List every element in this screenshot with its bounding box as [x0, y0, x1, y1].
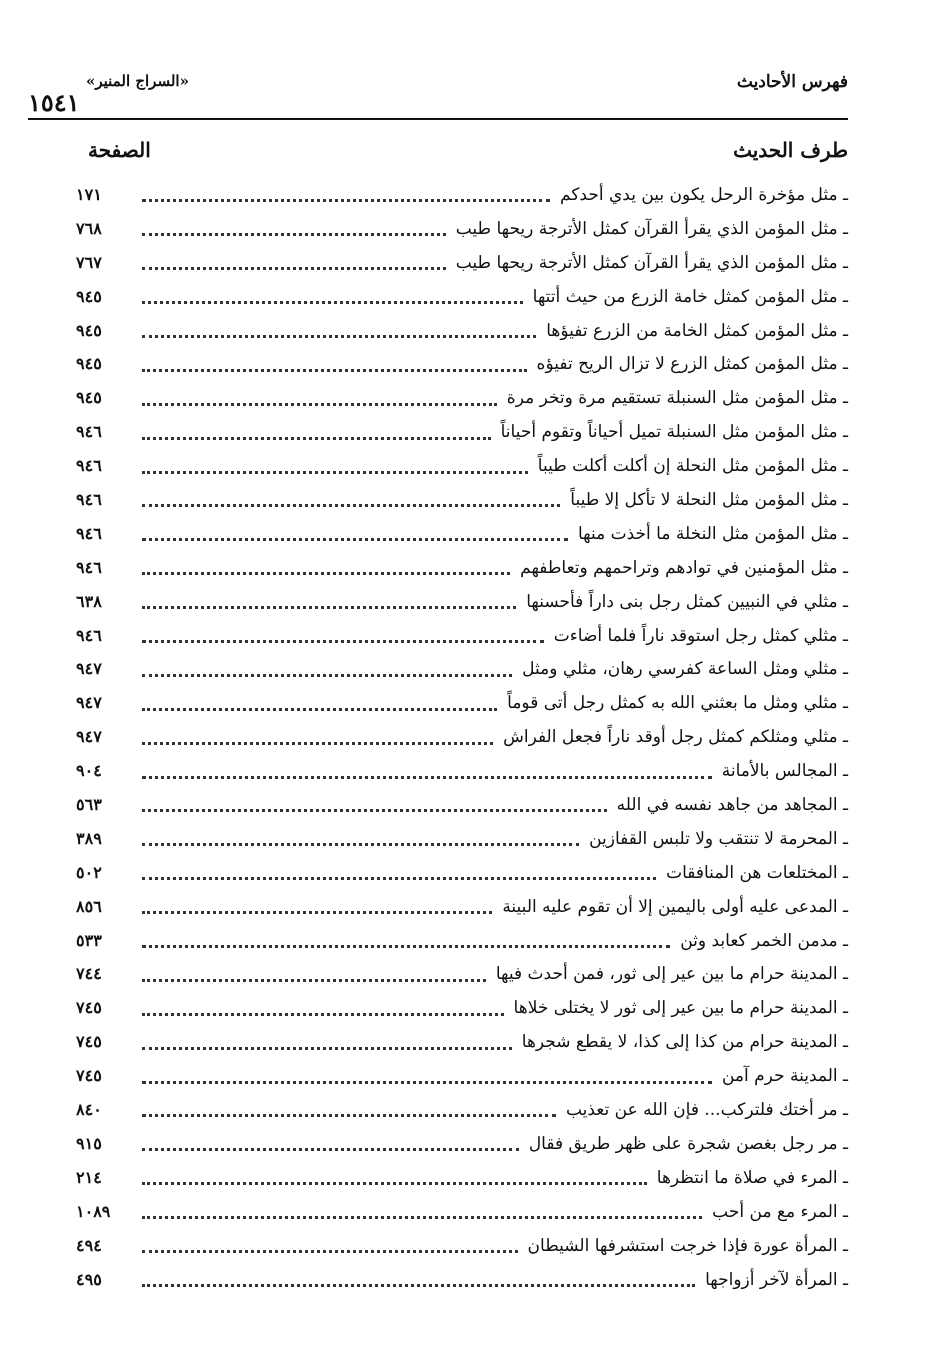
entry-page-number: ٩٤٧: [76, 693, 102, 713]
index-entry: [76, 1195, 848, 1229]
index-entry: [76, 517, 848, 551]
index-entry: [76, 890, 848, 924]
dot-leader: [142, 776, 712, 779]
index-entry: [76, 1025, 848, 1059]
dot-leader: [142, 1216, 702, 1219]
index-entry: [76, 483, 848, 517]
entry-text: ـ المدينة حرم آمن: [721, 1066, 848, 1087]
entry-page-number: ٧٤٥: [76, 998, 102, 1018]
index-entry: [76, 280, 848, 314]
index-entry: [76, 1059, 848, 1093]
entry-page-number: ٩٤٥: [76, 388, 102, 408]
dot-leader: [142, 504, 560, 507]
index-entry: [76, 957, 848, 991]
entry-page-number: ٨٥٦: [76, 896, 102, 916]
entry-text: ـ المجالس بالأمانة: [721, 761, 848, 782]
index-entry: [76, 415, 848, 449]
entry-page-number: ٩٤٦: [76, 422, 102, 442]
entry-text: ـ مثل المؤمن مثل النخلة ما أخذت منها: [577, 523, 848, 544]
entry-text: ـ مثل المؤمنين في توادهم وتراحمهم وتعاطفهم: [520, 557, 848, 578]
index-entry: [76, 822, 848, 856]
entry-page-number: ٢١٤: [76, 1167, 102, 1187]
index-entry: [76, 585, 848, 619]
entry-text: ـ المدينة حرام من كذا إلى كذا، لا يقطع شجرها: [521, 1032, 848, 1053]
dot-leader: [142, 1182, 647, 1185]
entry-text: ـ مثل المؤمن كمثل الخامة من الزرع تفيؤها: [546, 320, 848, 341]
dot-leader: [142, 742, 493, 745]
index-entry: [76, 1127, 848, 1161]
dot-leader: [142, 1013, 504, 1016]
entry-text: ـ مثل المؤمن كمثل الزرع لا تزال الريح تفيؤه: [536, 354, 848, 375]
entry-page-number: ٥٣٣: [76, 930, 102, 950]
dot-leader: [142, 809, 607, 812]
entry-text: ـ مر رجل بغصن شجرة على ظهر طريق فقال: [528, 1133, 848, 1154]
index-entry: [76, 1161, 848, 1195]
entry-text: ـ مثل المؤمن الذي يقرأ القرآن كمثل الأترجة ريحها طيب: [455, 218, 848, 239]
dot-leader: [142, 708, 497, 711]
dot-leader: [142, 267, 446, 270]
entry-text: ـ مثلي في النبيين كمثل رجل بنى داراً فأحسنها: [526, 591, 848, 612]
entry-text: ـ المدينة حرام ما بين عير إلى ثور لا يختلى خلاها: [513, 998, 848, 1019]
index-entry: [76, 856, 848, 890]
entry-page-number: ١٠٨٩: [76, 1201, 111, 1221]
dot-leader: [142, 1114, 556, 1117]
entry-text: ـ المدينة حرام ما بين عير إلى ثور، فمن أحدث فيها: [495, 964, 848, 985]
dot-leader: [142, 1250, 518, 1253]
index-entry: [76, 212, 848, 246]
entry-text: ـ مثلي ومثل الساعة كفرسي رهان، مثلي ومثل: [522, 659, 848, 680]
entry-text: ـ المرأة عورة فإذا خرجت استشرفها الشيطان: [527, 1235, 848, 1256]
entry-text: ـ مثل المؤمن مثل النحلة إن أكلت أكلت طيباً: [537, 456, 848, 477]
dot-leader: [142, 437, 491, 440]
entry-text: ـ المرء مع من أحب: [712, 1201, 848, 1222]
column-heading-page: الصفحة: [88, 138, 151, 162]
entry-page-number: ٧٤٥: [76, 1032, 102, 1052]
entry-text: ـ مثل المؤمن كمثل خامة الزرع من حيث أتتها: [532, 286, 848, 307]
index-entry: [76, 1093, 848, 1127]
entry-page-number: ٥٦٣: [76, 795, 102, 815]
dot-leader: [142, 301, 523, 304]
dot-leader: [142, 606, 516, 609]
dot-leader: [142, 945, 670, 948]
entry-page-number: ٩٤٧: [76, 727, 102, 747]
entry-page-number: ٩٠٤: [76, 761, 102, 781]
dot-leader: [142, 674, 512, 677]
entry-page-number: ٩٤٦: [76, 523, 102, 543]
entry-text: ـ مثل المؤمن مثل السنبلة تميل أحياناً وتقوم أحياناً: [500, 422, 848, 443]
entry-text: ـ المرأة لآخر أزواجها: [705, 1269, 848, 1290]
entry-text: ـ المرء في صلاة ما انتظرها: [656, 1167, 848, 1188]
index-entry: [76, 754, 848, 788]
index-entry: [76, 652, 848, 686]
dot-leader: [142, 640, 544, 643]
entry-page-number: ٤٩٤: [76, 1235, 102, 1255]
index-entry: [76, 788, 848, 822]
page-number: ١٥٤١: [28, 88, 80, 117]
dot-leader: [142, 572, 510, 575]
dot-leader: [142, 1047, 512, 1050]
entry-page-number: ٩٤٧: [76, 659, 102, 679]
entry-page-number: ٩٤٥: [76, 286, 102, 306]
entry-page-number: ٩٤٥: [76, 354, 102, 374]
index-entry: [76, 1229, 848, 1263]
index-entry: [76, 449, 848, 483]
index-entry: [76, 1263, 848, 1297]
entry-page-number: ٩٤٦: [76, 490, 102, 510]
dot-leader: [142, 199, 550, 202]
entry-text: ـ مثل المؤمن مثل السنبلة تستقيم مرة وتخر مرة: [506, 388, 848, 409]
entry-page-number: ٧٤٥: [76, 1066, 102, 1086]
entry-text: ـ المجاهد من جاهد نفسه في الله: [616, 795, 848, 816]
book-title: «السراج المنير»: [86, 72, 189, 90]
dot-leader: [142, 1148, 519, 1151]
entry-page-number: ٧٦٧: [76, 252, 102, 272]
running-header: [28, 70, 848, 120]
index-entry: [76, 720, 848, 754]
entry-page-number: ٦٣٨: [76, 591, 102, 611]
entry-page-number: ١٧١: [76, 185, 102, 204]
entry-text: ـ المختلعات هن المنافقات: [666, 862, 848, 883]
dot-leader: [142, 979, 486, 982]
entry-text: ـ المحرمة لا تنتقب ولا تلبس القفازين: [589, 828, 848, 849]
entry-page-number: ٩٤٦: [76, 625, 102, 645]
entry-text: ـ مثلي ومثل ما بعثني الله به كمثل رجل أتى قوماً: [507, 693, 848, 714]
section-title: فهرس الأحاديث: [736, 72, 848, 92]
entry-text: ـ مثلي كمثل رجل استوقد ناراً فلما أضاءت: [553, 625, 848, 646]
entry-page-number: ٥٠٢: [76, 862, 102, 882]
index-entry: [76, 246, 848, 280]
index-entry: [76, 991, 848, 1025]
entry-page-number: ٧٦٨: [76, 218, 102, 238]
entry-page-number: ٤٩٥: [76, 1269, 102, 1289]
dot-leader: [142, 1081, 712, 1084]
dot-leader: [142, 538, 568, 541]
dot-leader: [142, 1284, 695, 1287]
entry-text: ـ مدمن الخمر كعابد وثن: [680, 930, 848, 951]
entry-text: ـ مثل المؤمن مثل النحلة لا تأكل إلا طيباً: [570, 490, 848, 511]
dot-leader: [142, 877, 656, 880]
dot-leader: [142, 403, 497, 406]
hadith-index-list: [76, 178, 848, 1296]
index-entry: [76, 551, 848, 585]
index-entry: [76, 381, 848, 415]
index-entry: [76, 619, 848, 653]
index-entry: [76, 924, 848, 958]
dot-leader: [142, 369, 527, 372]
index-entry: [76, 686, 848, 720]
dot-leader: [142, 335, 536, 338]
entry-text: ـ المدعى عليه أولى باليمين إلا أن تقوم عليه البينة: [502, 896, 848, 917]
entry-page-number: ٩٤٦: [76, 456, 102, 476]
dot-leader: [142, 233, 446, 236]
entry-text: ـ مثل المؤمن الذي يقرأ القرآن كمثل الأترجة ريحها طيب: [455, 252, 848, 273]
entry-page-number: ٧٤٤: [76, 964, 102, 984]
index-entry: [76, 178, 848, 212]
entry-text: ـ مر أختك فلتركب... فإن الله عن تعذيب: [565, 1100, 848, 1121]
dot-leader: [142, 843, 579, 846]
entry-text: ـ مثل مؤخرة الرحل يكون بين يدي أحدكم: [560, 185, 848, 205]
index-entry: [76, 314, 848, 348]
entry-page-number: ٩١٥: [76, 1133, 102, 1153]
entry-page-number: ٨٤٠: [76, 1100, 102, 1120]
dot-leader: [142, 911, 492, 914]
entry-page-number: ٣٨٩: [76, 828, 102, 848]
index-entry: [76, 347, 848, 381]
dot-leader: [142, 471, 528, 474]
entry-page-number: ٩٤٦: [76, 557, 102, 577]
entry-page-number: ٩٤٥: [76, 320, 102, 340]
entry-text: ـ مثلي ومثلكم كمثل رجل أوقد ناراً فجعل الفراش: [503, 727, 848, 748]
column-heading-hadith: طرف الحديث: [733, 138, 848, 162]
